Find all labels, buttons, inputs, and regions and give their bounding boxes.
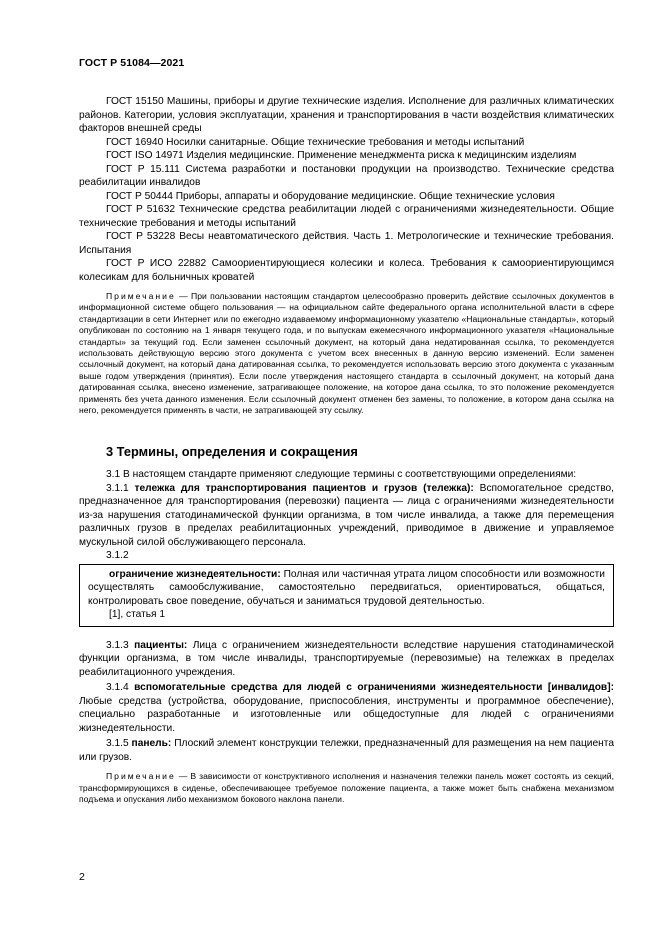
note-label: Примечание bbox=[106, 771, 176, 782]
term-3-1-2 bbox=[88, 568, 605, 609]
section-title: 3 Термины, определения и сокращения bbox=[106, 444, 358, 460]
reference-item: ГОСТ Р 15.111 Система разработки и постановки продукции на производство. Технические средства реабилитации инвалидов bbox=[79, 163, 614, 188]
term-name: тележка для транспортирования пациентов и грузов (тележка): bbox=[134, 482, 474, 494]
normative-references bbox=[79, 95, 614, 284]
reference-item: ГОСТ Р 51632 Технические средства реабилитации людей с ограничениями жизнедеятельности. Общие технические требования и методы испытаний bbox=[79, 204, 614, 229]
note-label: Примечание bbox=[106, 291, 176, 301]
term-number: 3.1.2 bbox=[106, 550, 129, 562]
term-definition: Любые средства (устройства, оборудование, приспособления, инструменты и программное обеспечение), специально разработанные и изготовленные или общедоступные для людей с ограничениями жизнедеятельности. bbox=[79, 695, 614, 734]
term-name: панель: bbox=[131, 738, 172, 750]
term-3-1-1 bbox=[79, 482, 614, 550]
document-header: ГОСТ Р 51084—2021 bbox=[79, 57, 185, 69]
term-name: вспомогательные средства для людей с ограничениями жизнедеятельности [инвалидов]: bbox=[134, 682, 614, 694]
term-3-1-3 bbox=[79, 639, 614, 680]
term-definition: Вспомогательное средство, предназначенное для транспортирования (перевозки) пациента — лица с ограничениями жизнедеятельности из-за нарушения статодинамической функции организма, в том числе инвалида, а также для перемещения различных грузов в пределах реабилитационных учреждений, приводимое в движение и управляемое мускульной силой обслуживающего персонала. bbox=[79, 482, 614, 548]
term-name: пациенты: bbox=[134, 639, 188, 651]
reference-item: ГОСТ Р ИСО 22882 Самоориентирующиеся колесики и колеса. Требования к самоориентирующимся колесикам для больничных кроватей bbox=[79, 258, 614, 283]
term-3-1-4 bbox=[79, 681, 614, 735]
page-content bbox=[79, 95, 614, 814]
term-3-1-2-box bbox=[79, 564, 614, 627]
term-definition: Плоский элемент конструкции тележки, предназначенный для размещения на нем пациента или грузов. bbox=[79, 738, 614, 763]
references-note bbox=[79, 291, 614, 416]
term-number: 3.1.5 bbox=[106, 738, 132, 750]
reference-item: ГОСТ 15150 Машины, приборы и другие технические изделия. Исполнение для различных климатических районов. Категории, условия эксплуатации, хранения и транспортирования в части воздействия климатических факторов внешней среды bbox=[79, 96, 614, 134]
term-number: 3.1.1 bbox=[106, 482, 135, 494]
term-name: ограничение жизнедеятельности: bbox=[109, 568, 281, 580]
reference-item: ГОСТ ISO 14971 Изделия медицинские. Применение менеджмента риска к медицинским изделиям bbox=[106, 150, 577, 161]
panel-note bbox=[79, 771, 614, 805]
reference-item: ГОСТ Р 53228 Весы неавтоматического действия. Часть 1. Метрологические и технические требования. Испытания bbox=[79, 231, 614, 256]
page-number: 2 bbox=[79, 871, 85, 883]
term-definition: Лица с ограничением жизнедеятельности вследствие нарушения статодинамической функции организма, в том числе инвалиды, транспортируемые (перевозимые) на тележках в пределах реабилитационного учреждения. bbox=[79, 639, 614, 678]
term-number: 3.1.3 bbox=[106, 639, 135, 651]
term-3-1-5 bbox=[79, 737, 614, 764]
note-text: — В зависимости от конструктивного исполнения и назначения тележки панель может состоять из секций, трансформирующихся в сиденье, обеспечивающее требуемое положение пациента, а также может быть снабжена механизмом подъема и опускания либо механизмом бокового наклона панели. bbox=[79, 771, 614, 805]
terms-intro: 3.1 В настоящем стандарте применяют следующие термины с соответствующими определениями: bbox=[106, 469, 577, 481]
note-text: — При пользовании настоящим стандартом целесообразно проверить действие ссылочных документов в информационной системе общего пользования — на официальном сайте федерального органа исполнительной власти в сфере стандартизации в сети Интернет или по ежегодно издаваемому информационному указателю «Национальные стандарты», который опубликован по состоянию на 1 января текущего года, и по выпускам ежемесячного информационного указателя «Национальные стандарты» за текущий год. Если заменен ссылочный документ, на который дана недатированная ссылка, то рекомендуется использовать действующую версию этого документа с учетом всех внесенных в данную версию изменений. Если заменен ссылочный документ, на который дана датированная ссылка, то рекомендуется использовать версию этого документа с указанным выше годом утверждения (принятия). Если после утверждения настоящего стандарта в ссылочный документ, на который дана датированная ссылка, внесено изменение, затрагивающее положение, на которое дана ссылка, то это положение рекомендуется применять без учета данного изменения. Если ссылочный документ отменен без замены, то положение, в котором дана ссылка на него, рекомендуется применять в части, не затрагивающей эту ссылку. bbox=[79, 291, 614, 416]
reference-item: ГОСТ 16940 Носилки санитарные. Общие технические требования и методы испытаний bbox=[106, 136, 525, 148]
term-number: 3.1.4 bbox=[106, 682, 135, 694]
reference-item: ГОСТ Р 50444 Приборы, аппараты и оборудование медицинские. Общие технические условия bbox=[106, 190, 555, 202]
term-source: [1], статья 1 bbox=[109, 609, 166, 621]
term-definition: Полная или частичная утрата лицом способности или возможности осуществлять самообслуживание, самостоятельно передвигаться, ориентироваться, общаться, контролировать свое поведение, обучаться и заниматься трудовой деятельностью. bbox=[88, 568, 605, 607]
